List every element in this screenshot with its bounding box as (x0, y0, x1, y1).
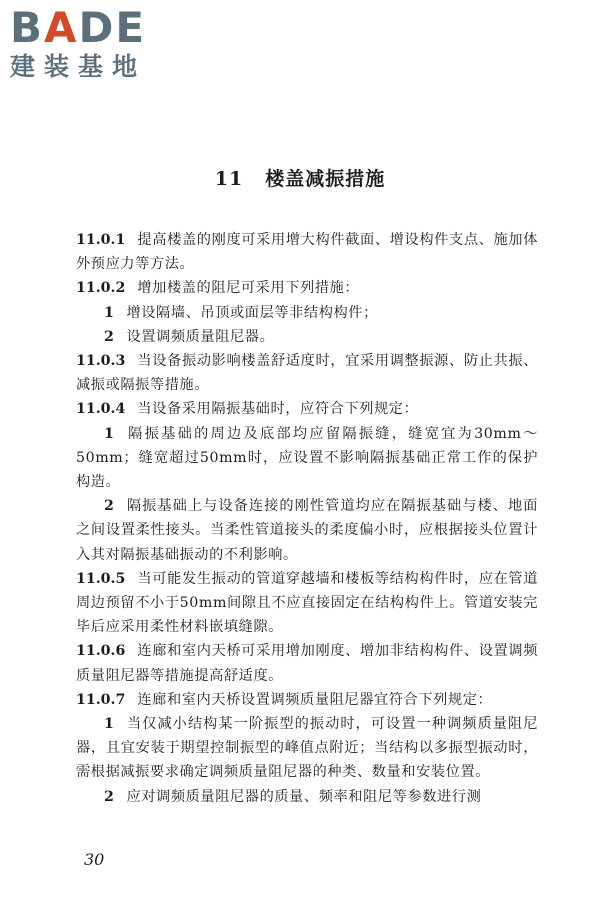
clause (76, 397, 538, 421)
document-body (76, 228, 538, 809)
item-number: 2 (104, 788, 115, 805)
clause-text: 增加楼盖的阻尼可采用下列措施： (137, 280, 360, 297)
clause-text: 提高楼盖的刚度可采用增大构件截面、增设构件支点、施加体外预应力等方法。 (76, 232, 538, 273)
clause-item (76, 301, 538, 325)
logo (10, 3, 180, 82)
clause-number: 11.0.5 (76, 570, 126, 587)
clause-item (76, 712, 538, 785)
clause-number: 11.0.4 (76, 401, 126, 418)
clause-text: 连廊和室内天桥设置调频质量阻尼器宜符合下列规定： (137, 691, 493, 708)
item-number: 1 (104, 425, 115, 442)
item-number: 2 (104, 498, 115, 515)
clause (76, 228, 538, 276)
item-text: 隔振基础的周边及底部均应留隔振缝，缝宽宜为30mm～50mm；缝宽超过50mm时，应设置不影响隔振基础正常工作的保护构造。 (76, 425, 538, 491)
clause-item (76, 494, 538, 567)
item-number: 2 (104, 328, 115, 345)
clause (76, 639, 538, 687)
clause-item (76, 422, 538, 495)
clause-number: 11.0.3 (76, 353, 126, 370)
item-text: 设置调频质量阻尼器。 (126, 328, 275, 345)
clause (76, 688, 538, 712)
clause-text: 当设备采用隔振基础时，应符合下列规定： (137, 401, 419, 418)
chapter-title (0, 164, 600, 191)
chapter-number: 11 (214, 168, 244, 190)
logo-wordmark: BADE (10, 3, 147, 52)
item-number: 1 (104, 304, 115, 321)
clause-number: 11.0.1 (76, 232, 126, 248)
clause-number: 11.0.7 (76, 691, 126, 708)
logo-subtitle: 建装基地 (10, 52, 147, 81)
item-text: 当仅减小结构某一阶振型的振动时，可设置一种调频质量阻尼器，且宜安装于期望控制振型的峰值点附近；当结构以多振型振动时，需根据减振要求确定调频质量阻尼器的种类、数量和安装位置。 (76, 716, 538, 781)
clause (76, 276, 538, 300)
clause-number: 11.0.6 (76, 643, 126, 660)
chapter-title-text: 楼盖减振措施 (265, 168, 386, 190)
clause (76, 567, 538, 640)
clause-text: 连廊和室内天桥可采用增加刚度、增加非结构构件、设置调频质量阻尼器等措施提高舒适度。 (76, 643, 538, 684)
item-number: 1 (104, 716, 115, 733)
clause-text: 当设备振动影响楼盖舒适度时，宜采用调整振源、防止共振、减振或隔振等措施。 (76, 353, 538, 394)
item-text: 增设隔墙、吊顶或面层等非结构构件； (126, 304, 378, 321)
clause-number: 11.0.2 (76, 280, 126, 297)
item-text: 隔振基础上与设备连接的刚性管道均应在隔振基础与楼、地面之间设置柔性接头。当柔性管道接头的柔度偏小时，应根据接头位置计入其对隔振基础振动的不利影响。 (76, 498, 538, 563)
clause-item (76, 325, 538, 349)
item-text: 应对调频质量阻尼器的质量、频率和阻尼等参数进行测 (126, 788, 482, 805)
clause (76, 349, 538, 397)
clause-item (76, 785, 538, 809)
clause-text: 当可能发生振动的管道穿越墙和楼板等结构构件时，应在管道周边预留不小于50mm间隙且不应直接固定在结构构件上。管道安装完毕后应采用柔性材料嵌填缝隙。 (76, 570, 538, 636)
page-number: 30 (84, 850, 105, 869)
